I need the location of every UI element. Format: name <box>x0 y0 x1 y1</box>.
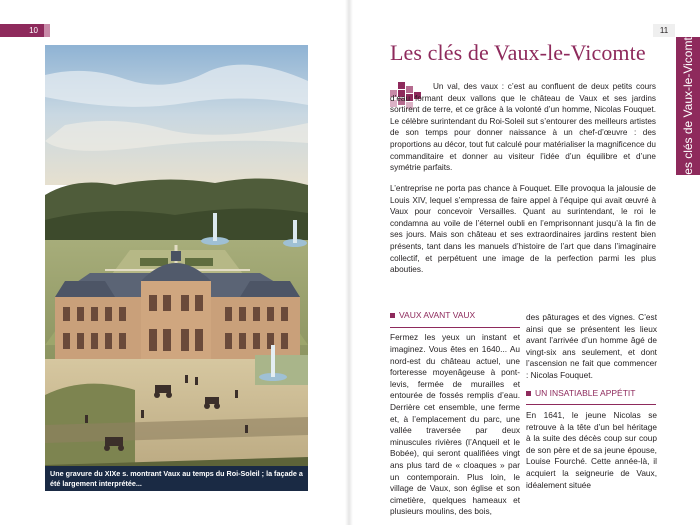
page-title: Les clés de Vaux-le-Vicomte <box>390 40 646 65</box>
section-1-continued-text: des pâturages et des vignes. C’est ainsi que se présentent les lieux avant l’arrivée d’un homme âgé de vingt-six ans seulement, et dont l’ascension ne fait que commencer : Nicolas Fouquet. <box>526 312 657 380</box>
text-column-left <box>390 310 520 518</box>
section-heading-label: UN INSATIABLE APPÉTIT <box>535 387 636 398</box>
intro-paragraph: Un val, des vaux : c’est au confluent de deux petits cours d’eau formant deux vallons que le château de Vaux et ses jardins sortirent de terre, et ce grâce à la volonté d’un homme, Nicolas Fouquet. Le célèbre surintendant du Roi-Soleil sut s’entourer des meilleurs artistes de son temps pour donner naissance à un chef-d’œuvre : des proportions au décor, tout fut calculé pour matérialiser la magnificence du commanditaire et donner au visiteur l’idée d’un équilibre et d’une symétrie parfaits. <box>390 82 656 173</box>
section-heading-label: VAUX AVANT VAUX <box>399 310 476 320</box>
body-paragraph-2: L’entreprise ne porta pas chance à Fouquet. Elle provoqua la jalousie de Louis XIV, lequel s’empressa de faire appel à l’équipe qui avait œuvré à Vaux pour concevoir Versailles. Quant au surintendant, le roi le condamna au voile de l’éternel oubli en l’emprisonnant jusqu’à la fin de ses jours. Mais son château et ses extraordinaires jardins restent bien présents, tant dans les manuels d’histoire de l’art que dans l’imaginaire collectif, et perpétuent une image de la perfection parmi les plus abouties. <box>390 184 656 275</box>
section-1-text: Fermez les yeux un instant et imaginez. Vous êtes en 1640... Au nord-est du château actuel, une forteresse moyenâgeuse à pont-levis, fermée de murailles et entourée de fossés remplis d’eau. Derrière cet ensemble, une ferme et, à l’emplacement du parc, une vallée traversée par deux minuscules rivières (l’Anqueil et le Bobée), qui seront qualifiées vingt ans plus tard de « cloaques » par un contemporain. Plus loin, le village de Vaux, son église et son cimetière, quelques hameaux et plusieurs moulins, des bois, <box>390 332 520 517</box>
section-2-text: En 1641, le jeune Nicolas se retrouve à la tête d’un bel héritage à la suite des décès coup sur coup de son père et de sa jeune épouse, Louise Fourché. Cette année-là, il acquiert la seigneurie de Vaux, idéalement située <box>526 409 657 490</box>
chapter-side-tab <box>676 30 700 182</box>
section-rule <box>390 327 520 328</box>
illustration-caption: Une gravure du XIXe s. montrant Vaux au temps du Roi-Soleil ; la façade a été largement interprétée... <box>45 466 308 491</box>
square-bullet-icon <box>526 391 531 396</box>
engraving-illustration <box>45 45 308 490</box>
section-heading-vaux-avant-vaux <box>390 310 520 322</box>
left-page <box>0 0 348 525</box>
square-bullet-icon <box>390 313 395 318</box>
text-column-right <box>526 312 657 491</box>
page-number-tab-accent <box>44 24 50 37</box>
section-rule <box>526 404 656 405</box>
right-page <box>352 0 700 525</box>
page-number-left: 10 <box>0 24 44 37</box>
page-number-right: 11 <box>653 24 675 37</box>
chapter-side-tab-label: Les clés de Vaux-le-Vicomte <box>681 30 695 182</box>
section-heading-insatiable-appetit <box>526 388 657 400</box>
